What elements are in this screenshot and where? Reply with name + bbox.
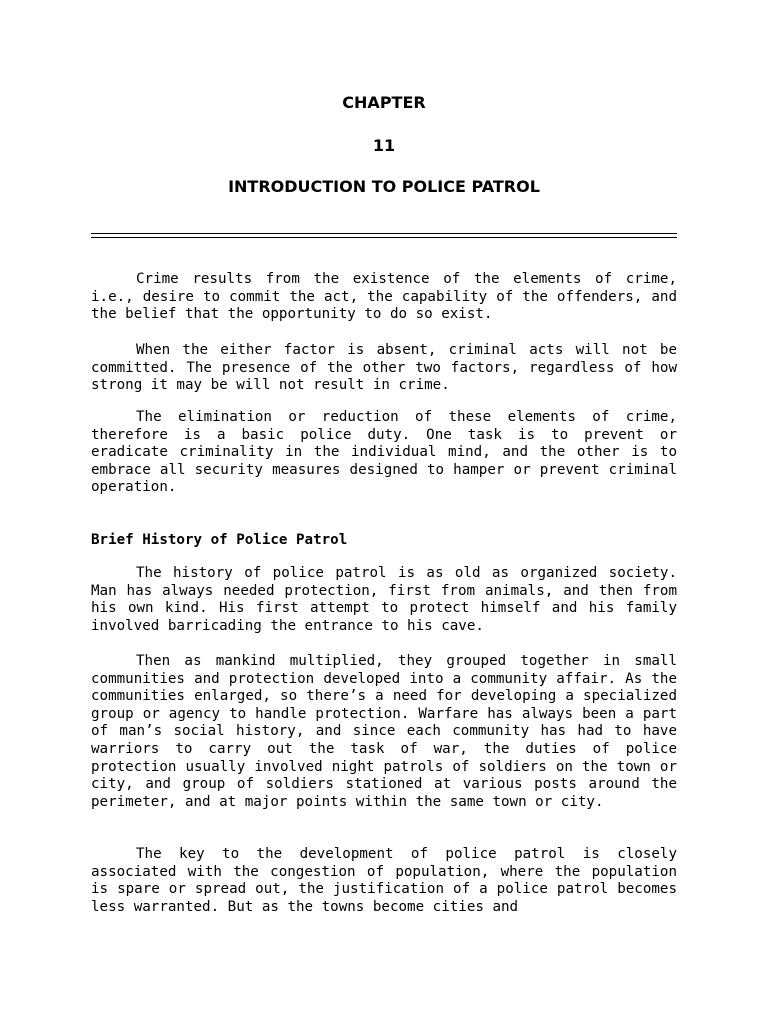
chapter-title: INTRODUCTION TO POLICE PATROL (228, 177, 540, 196)
intro-paragraph: Crime results from the existence of the elements of crime, i.e., desire to commit the act, the capability of the offenders, and the belief that the opportunity to do so exist. (91, 271, 677, 323)
chapter-label: CHAPTER (342, 93, 426, 112)
title-rule-top (91, 233, 677, 234)
chapter-number: 11 (372, 136, 396, 155)
intro-paragraph: When the either factor is absent, criminal acts will not be committed. The presence of the other two factors, regardless of how strong it may be will not result in crime. (91, 342, 677, 394)
title-rule-bottom (91, 237, 677, 238)
intro-paragraph: The elimination or reduction of these elements of crime, therefore is a basic police duty. One task is to prevent or eradicate criminality in the individual mind, and the other is to embrace all security measures designed to hamper or prevent criminal operation. (91, 409, 677, 496)
section-paragraph: The history of police patrol is as old as organized society. Man has always needed protection, first from animals, and then from his own kind. His first attempt to protect himself and his family involved barricading the entrance to his cave. (91, 565, 677, 634)
section-paragraph: The key to the development of police patrol is closely associated with the congestion of population, where the population is spare or spread out, the justification of a police patrol becomes less warranted. But as the towns become cities and (91, 846, 677, 915)
section-heading: Brief History of Police Patrol (91, 532, 348, 548)
section-paragraph: Then as mankind multiplied, they grouped together in small communities and protection developed into a community affair. As the communities enlarged, so there’s a need for developing a specialized group or agency to handle protection. Warfare has always been a part of man’s social history, and since each community has had to have warriors to carry out the task of war, the duties of police protection usually involved night patrols of soldiers on the town or city, and group of soldiers stationed at various posts around the perimeter, and at major points within the same town or city. (91, 653, 677, 810)
